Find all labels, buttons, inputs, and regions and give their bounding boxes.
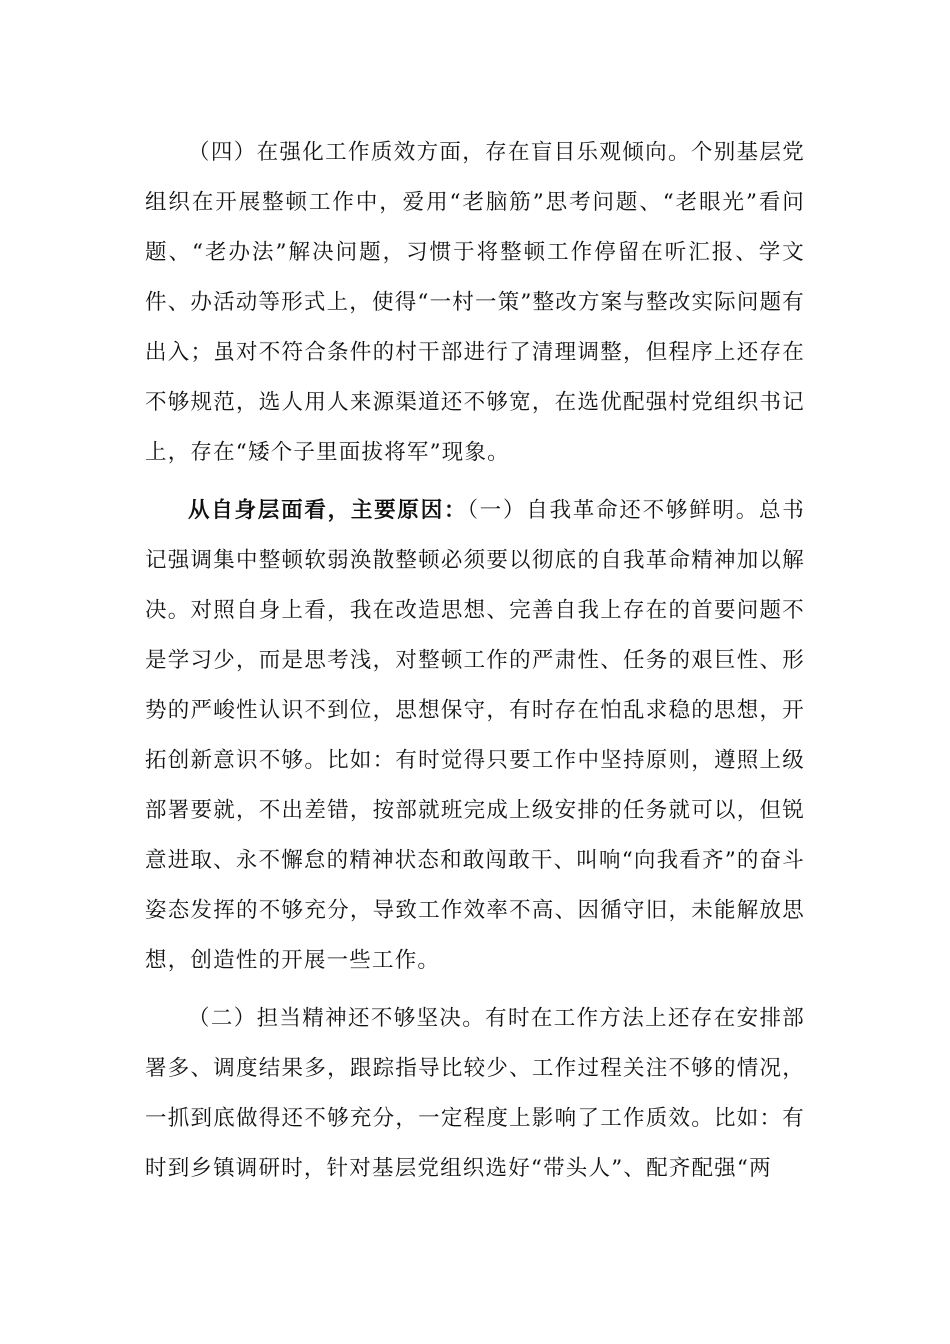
paragraph-text: （四）在强化工作质效方面，存在盲目乐观倾向。个别基层党组织在开展整顿工作中，爱用“老脑筋”思考问题、“老眼光”看问题、“老办法”解决问题，习惯于将整顿工作停留在听汇报、学文件、办活动等形式上，使得“一村一策”整改方案与整改实际问题有出入；虽对不符合条件的村干部进行了清理调整，但程序上还存在不够规范，选人用人来源渠道还不够宽，在选优配强村党组织书记上，存在“矮个子里面拔将军”现象。 <box>145 140 805 465</box>
paragraph-text: （二）担当精神还不够坚决。有时在工作方法上还存在安排部署多、调度结果多，跟踪指导比较少、工作过程关注不够的情况，一抓到底做得还不够充分，一定程度上影响了工作质效。比如：有时到乡镇调研时，针对基层党组织选好“带头人”、配齐配强“两 <box>145 1006 805 1181</box>
paragraph-text: （一）自我革命还不够鲜明。总书记强调集中整顿软弱涣散整顿必须要以彻底的自我革命精神加以解决。对照自身上看，我在改造思想、完善自我上存在的首要问题不是学习少，而是思考浅，对整顿工作的严肃性、任务的艰巨性、形势的严峻性认识不到位，思想保守，有时存在怕乱求稳的思想，开拓创新意识不够。比如：有时觉得只要工作中坚持原则，遵照上级部署要就，不出差错，按部就班完成上级安排的任务就可以，但锐意进取、永不懈怠的精神状态和敢闯敢干、叫响“向我看齐”的奋斗姿态发挥的不够充分，导致工作效率不高、因循守旧，未能解放思想，创造性的开展一些工作。 <box>145 498 805 973</box>
paragraph-quality-issue <box>145 128 805 478</box>
paragraph-lead-bold: 从自身层面看，主要原因： <box>188 498 468 523</box>
document-body <box>145 128 805 1194</box>
paragraph-responsibility <box>145 994 805 1194</box>
paragraph-self-reasons <box>145 486 805 986</box>
